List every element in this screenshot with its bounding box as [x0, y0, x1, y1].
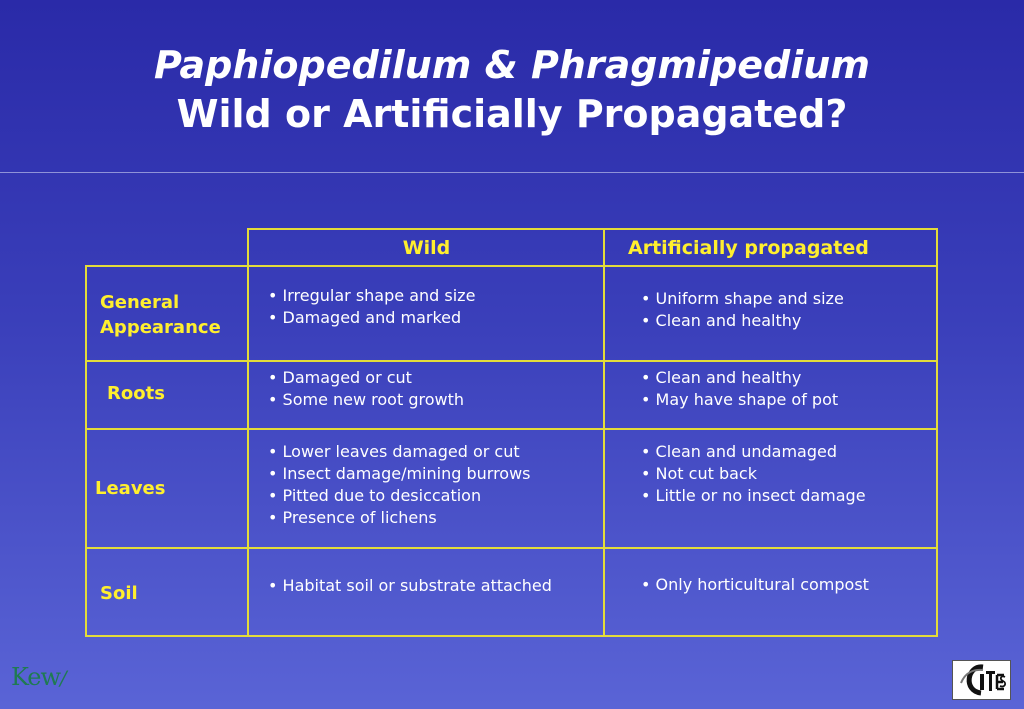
list-item: • Irregular shape and size — [268, 285, 475, 307]
grid-line — [85, 547, 938, 549]
row-label-line: Soil — [100, 583, 138, 604]
list-item: • Some new root growth — [268, 389, 464, 411]
grid-line — [85, 635, 938, 637]
grid-line — [85, 265, 938, 267]
artificial-soil — [641, 574, 869, 596]
list-item: • Not cut back — [641, 463, 866, 485]
row-label-line: Roots — [107, 383, 165, 404]
list-item: • Uniform shape and size — [641, 288, 844, 310]
grid-line — [85, 428, 938, 430]
list-item: • Damaged and marked — [268, 307, 475, 329]
artificial-roots — [641, 367, 838, 411]
row-label-soil — [100, 581, 138, 606]
wild-roots — [268, 367, 464, 411]
kew-swoosh-icon: / — [60, 666, 66, 690]
grid-line — [85, 265, 87, 637]
wild-general-appearance — [268, 285, 475, 329]
list-item: • Damaged or cut — [268, 367, 464, 389]
list-item: • May have shape of pot — [641, 389, 838, 411]
artificial-general-appearance — [641, 288, 844, 332]
cites-logo — [952, 660, 1011, 700]
grid-line — [603, 228, 605, 637]
list-item: • Only horticultural compost — [641, 574, 869, 596]
header-wild: Wild — [402, 237, 451, 259]
wild-soil — [268, 575, 552, 597]
row-label-line: Appearance — [100, 317, 221, 338]
row-label-leaves — [95, 476, 165, 501]
list-item: • Habitat soil or substrate attached — [268, 575, 552, 597]
list-item: • Clean and undamaged — [641, 441, 866, 463]
title-line-1: Paphiopedilum & Phragmipedium — [154, 43, 870, 87]
list-item: • Clean and healthy — [641, 367, 838, 389]
grid-line — [248, 228, 938, 230]
list-item: • Presence of lichens — [268, 507, 531, 529]
list-item: • Clean and healthy — [641, 310, 844, 332]
header-artificially-propagated: Artificially propagated — [628, 237, 869, 259]
grid-line — [85, 360, 938, 362]
row-label-general-appearance — [100, 290, 221, 340]
cites-emblem-icon — [953, 661, 1010, 699]
list-item: • Lower leaves damaged or cut — [268, 441, 531, 463]
grid-line — [936, 228, 938, 637]
title-line-2: Wild or Artificially Propagated? — [176, 92, 848, 136]
row-label-line: Leaves — [95, 478, 166, 499]
row-label-line: General — [100, 292, 180, 313]
title-divider — [0, 172, 1024, 173]
kew-logo — [11, 662, 66, 693]
list-item: • Pitted due to desiccation — [268, 485, 531, 507]
grid-line — [247, 228, 249, 637]
kew-logo-text: Kew — [11, 663, 61, 691]
row-label-roots — [107, 381, 165, 406]
artificial-leaves — [641, 441, 866, 507]
list-item: • Little or no insect damage — [641, 485, 866, 507]
wild-leaves — [268, 441, 531, 529]
list-item: • Insect damage/mining burrows — [268, 463, 531, 485]
